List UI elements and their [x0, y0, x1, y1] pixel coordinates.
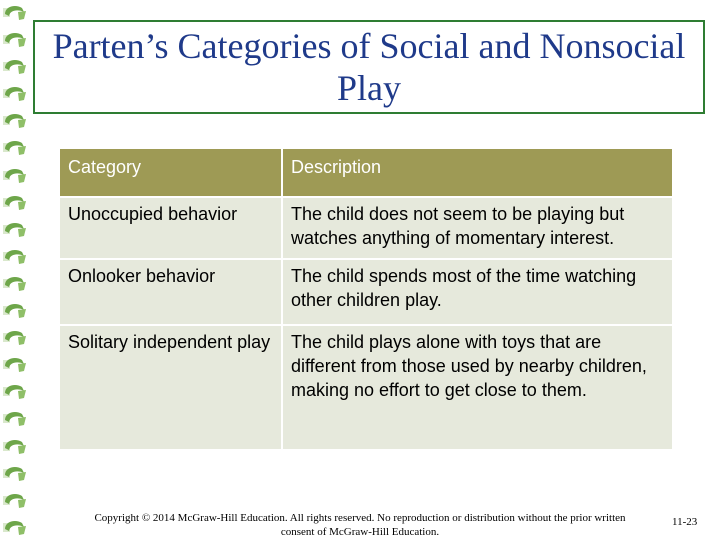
binding-ring-icon	[2, 273, 28, 294]
binding-ring-icon	[2, 300, 28, 321]
play-categories-table	[60, 149, 672, 449]
copyright-notice: Copyright © 2014 McGraw-Hill Education. All rights reserved. No reproduction or distribution without the prior written consent of McGraw-Hill Education.	[94, 512, 626, 538]
binding-ring-icon	[2, 219, 28, 240]
binding-ring-icon	[2, 137, 28, 158]
binding-ring-icon	[2, 436, 28, 457]
page-number: 11-23	[672, 516, 698, 528]
description-cell: The child plays alone with toys that are different from those used by nearby children, making no effort to get close to them.	[281, 324, 672, 449]
table-row	[60, 258, 672, 324]
binding-ring-icon	[2, 29, 28, 50]
binding-ring-icon	[2, 56, 28, 77]
category-cell: Onlooker behavior	[60, 258, 281, 324]
table-header-row	[60, 149, 672, 196]
description-cell: The child does not seem to be playing but watches anything of momentary interest.	[281, 196, 672, 258]
table-row	[60, 196, 672, 258]
category-cell: Solitary independent play	[60, 324, 281, 449]
binding-ring-icon	[2, 381, 28, 402]
binding-ring-icon	[2, 246, 28, 267]
binding-ring-icon	[2, 517, 28, 538]
binding-ring-icon	[2, 165, 28, 186]
binding-ring-icon	[2, 408, 28, 429]
binding-ring-icon	[2, 327, 28, 348]
binding-ring-icon	[2, 192, 28, 213]
binding-ring-icon	[2, 463, 28, 484]
description-cell: The child spends most of the time watching other children play.	[281, 258, 672, 324]
header-description: Description	[281, 149, 672, 196]
table-row	[60, 324, 672, 449]
header-category: Category	[60, 149, 281, 196]
title-box	[33, 20, 705, 114]
binding-ring-icon	[2, 83, 28, 104]
binding-ring-icon	[2, 490, 28, 511]
binding-ring-icon	[2, 110, 28, 131]
category-cell: Unoccupied behavior	[60, 196, 281, 258]
binding-ring-icon	[2, 2, 28, 23]
notebook-binding	[0, 0, 30, 540]
slide-title: Parten’s Categories of Social and Nonsocial Play	[52, 26, 686, 108]
binding-ring-icon	[2, 354, 28, 375]
